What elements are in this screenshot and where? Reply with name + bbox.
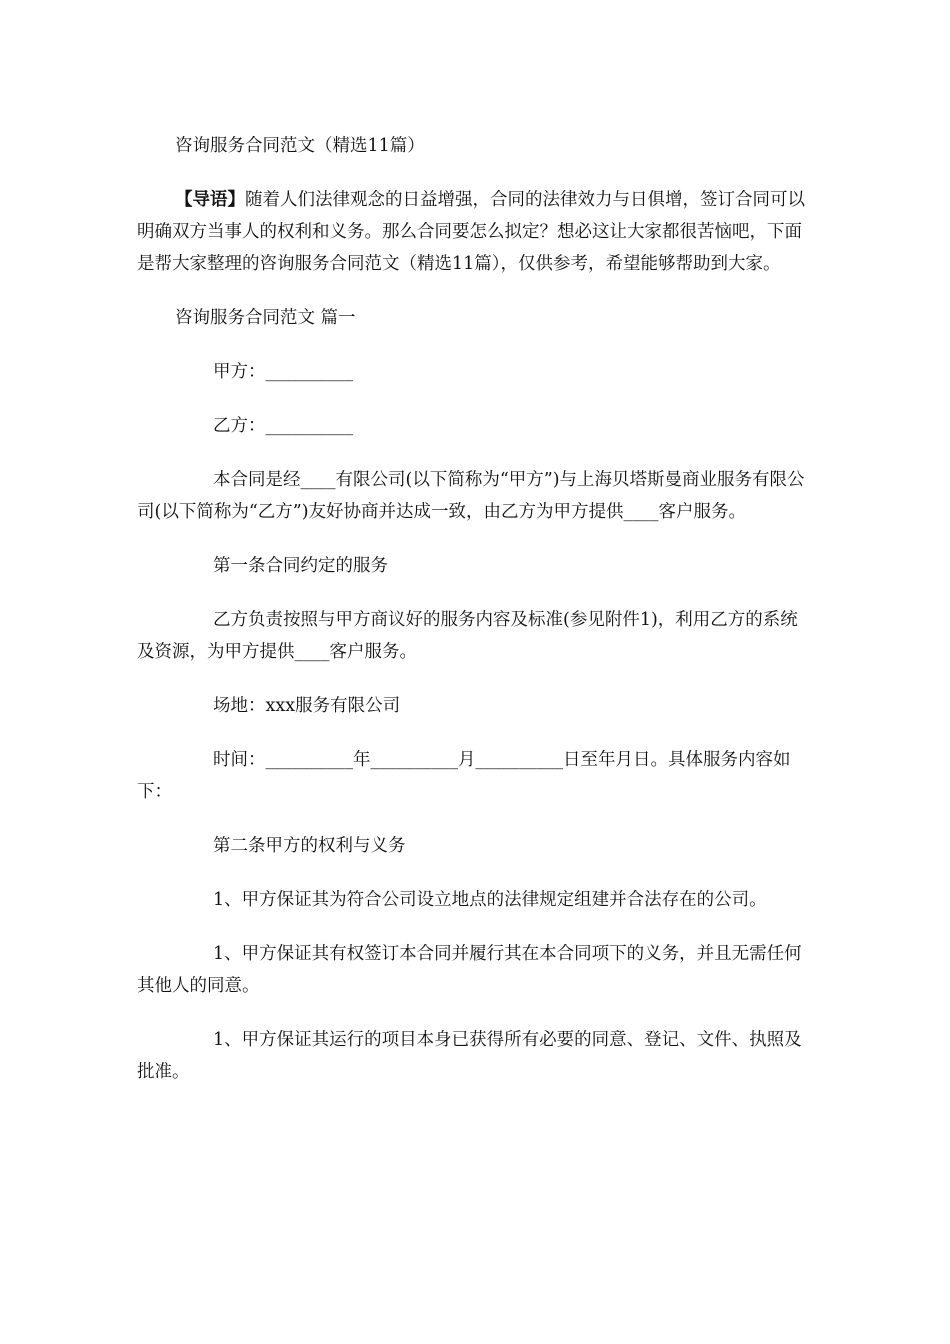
article2-title: 第二条甲方的权利与义务 bbox=[213, 836, 406, 856]
article1-title: 第一条合同约定的服务 bbox=[213, 556, 388, 576]
clause-item: 1、甲方保证其为符合公司设立地点的法律规定组建并合法存在的公司。 bbox=[213, 890, 767, 910]
preamble-paragraph: 本合同是经____有限公司(以下简称为“甲方”)与上海贝塔斯曼商业服务有限公司(以下简称为“乙方”)友好协商并达成一致，由乙方为甲方提供____客户服务。 bbox=[137, 470, 805, 522]
venue-line: 场地：xxx服务有限公司 bbox=[213, 696, 401, 716]
document-title: 咨询服务合同范文（精选11篇） bbox=[175, 136, 425, 156]
clause-item: 1、甲方保证其有权签订本合同并履行其在本合同项下的义务，并且无需任何其他人的同意。 bbox=[137, 944, 802, 996]
article1-paragraph: 乙方负责按照与甲方商议好的服务内容及标准(参见附件1)，利用乙方的系统及资源，为甲方提供____客户服务。 bbox=[137, 610, 798, 662]
party-b-line: 乙方：__________ bbox=[213, 416, 353, 436]
party-a-line: 甲方：__________ bbox=[213, 362, 353, 382]
document-body bbox=[137, 130, 815, 1088]
intro-text: 随着人们法律观念的日益增强，合同的法律效力与日俱增，签订合同可以明确双方当事人的权利和义务。那么合同要怎么拟定？想必这让大家都很苦恼吧，下面是帮大家整理的咨询服务合同范文（精选11篇），仅供参考，希望能够帮助到大家。 bbox=[137, 190, 805, 274]
intro-paragraph bbox=[137, 184, 815, 280]
clause-item: 1、甲方保证其运行的项目本身已获得所有必要的同意、登记、文件、执照及批准。 bbox=[137, 1030, 802, 1082]
time-paragraph: 时间：__________年__________月__________日至年月日。具体服务内容如下： bbox=[137, 750, 791, 802]
intro-label: 【导语】 bbox=[175, 190, 245, 210]
section-title: 咨询服务合同范文 篇一 bbox=[175, 308, 356, 328]
